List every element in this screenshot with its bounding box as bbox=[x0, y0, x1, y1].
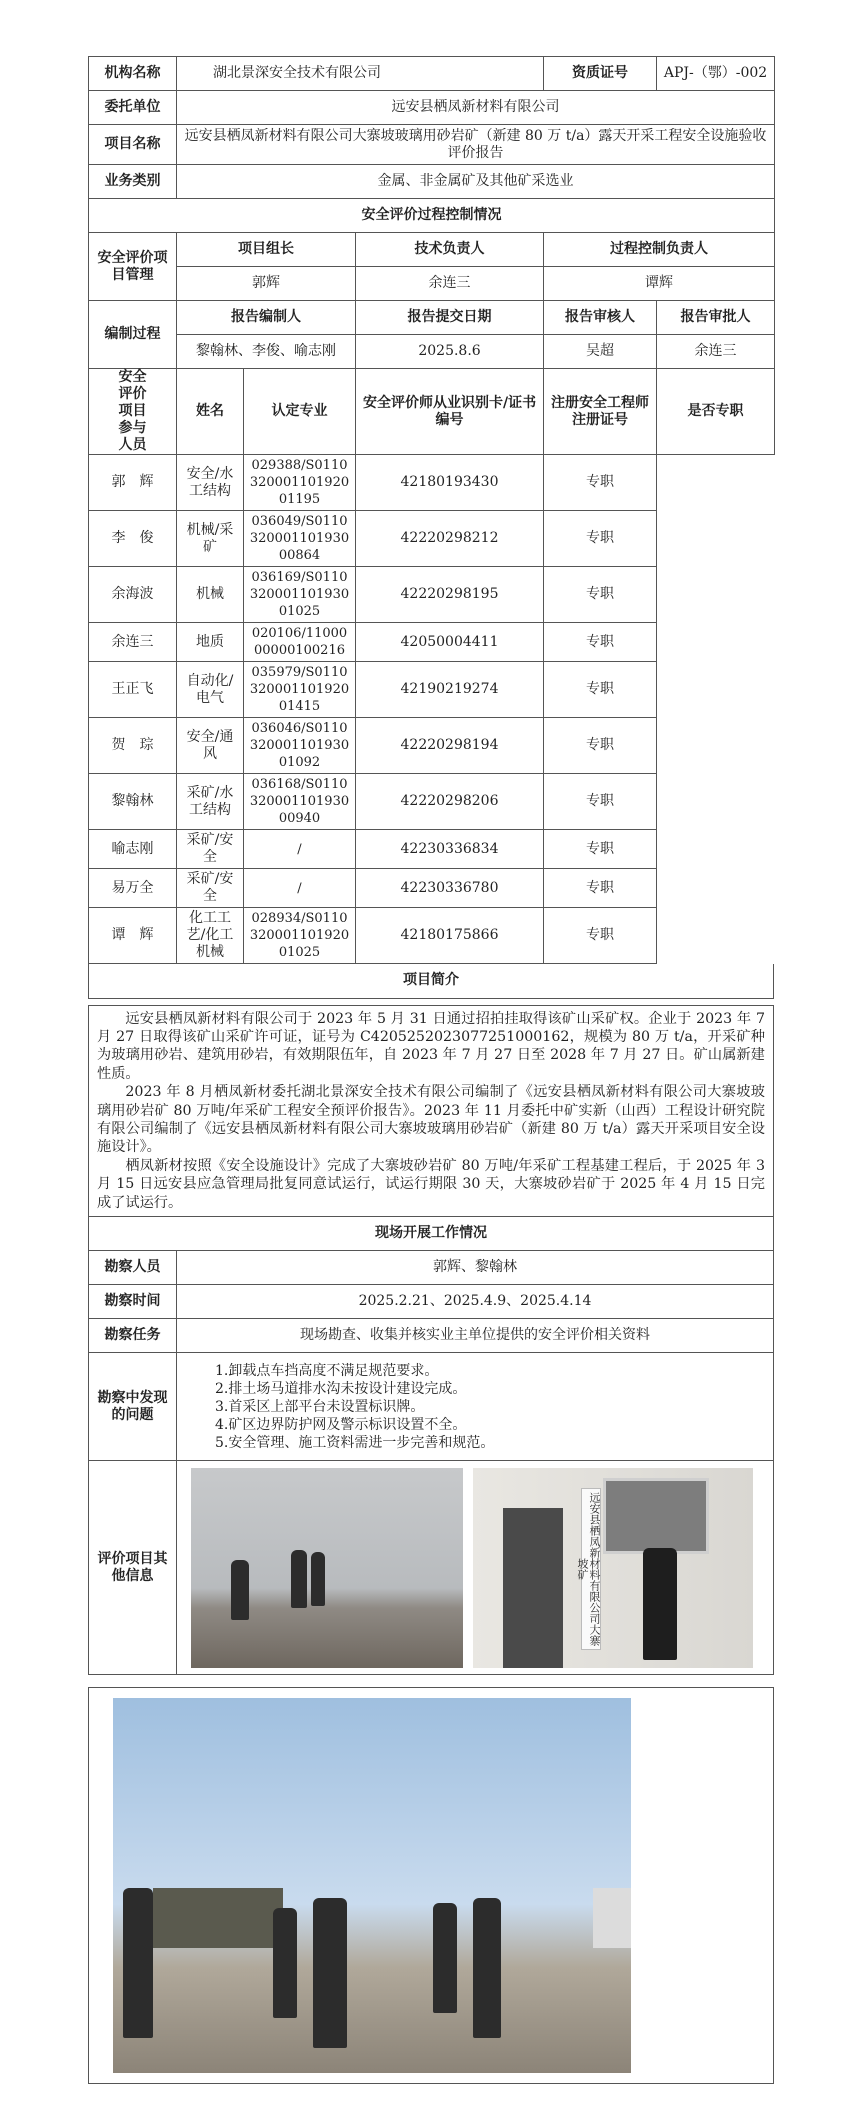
staff-name: 喻志刚 bbox=[89, 830, 177, 869]
staff-name: 王正飞 bbox=[89, 662, 177, 718]
tech-value: 余连三 bbox=[356, 267, 544, 301]
business-value: 金属、非金属矿及其他矿采选业 bbox=[177, 165, 775, 199]
ctrl-header: 过程控制负责人 bbox=[544, 233, 775, 267]
staff-reg: 42190219274 bbox=[356, 662, 544, 718]
staff-row bbox=[89, 774, 775, 830]
staff-row bbox=[89, 511, 775, 567]
staff-major: 机械/采矿 bbox=[177, 511, 244, 567]
staff-name: 贺 琮 bbox=[89, 718, 177, 774]
staff-major: 化工工艺/化工机械 bbox=[177, 908, 244, 964]
company-sign: 远安县栖凤新材料有限公司大寨坡矿 bbox=[581, 1488, 601, 1650]
photo-cell bbox=[177, 1461, 774, 1675]
staff-fulltime: 专职 bbox=[544, 830, 657, 869]
staff-reg: 42230336780 bbox=[356, 869, 544, 908]
evaluation-report-sheet bbox=[88, 56, 774, 2084]
issue-item: 2.排土场马道排水沟未按设计建设完成。 bbox=[215, 1380, 467, 1397]
survey-time-value: 2025.2.21、2025.4.9、2025.4.14 bbox=[177, 1285, 774, 1319]
staff-card: 036049/S011032000110193000864 bbox=[244, 511, 356, 567]
staff-fulltime: 专职 bbox=[544, 718, 657, 774]
org-value: 湖北景深安全技术有限公司 bbox=[177, 57, 544, 91]
process-section-title: 安全评价过程控制情况 bbox=[89, 199, 775, 233]
field-table bbox=[88, 1217, 774, 1676]
staff-major: 采矿/安全 bbox=[177, 869, 244, 908]
compile-label: 编制过程 bbox=[89, 301, 177, 369]
staff-reg: 42050004411 bbox=[356, 623, 544, 662]
staff-reg: 42180193430 bbox=[356, 455, 544, 511]
approve-header: 报告审批人 bbox=[657, 301, 775, 335]
issue-item: 5.安全管理、施工资料需进一步完善和规范。 bbox=[215, 1434, 495, 1451]
staff-label: 安全评价项目参与人员 bbox=[89, 369, 177, 455]
staff-row bbox=[89, 623, 775, 662]
staff-card: 029388/S011032000110192001195 bbox=[244, 455, 356, 511]
intro-text bbox=[88, 1005, 774, 1217]
staff-row bbox=[89, 567, 775, 623]
staff-fulltime: 专职 bbox=[544, 774, 657, 830]
issue-item: 3.首采区上部平台未设置标识牌。 bbox=[215, 1398, 425, 1415]
staff-row bbox=[89, 718, 775, 774]
survey-staff-value: 郭辉、黎翰林 bbox=[177, 1251, 774, 1285]
client-label: 委托单位 bbox=[89, 91, 177, 125]
staff-reg: 42180175866 bbox=[356, 908, 544, 964]
staff-fulltime: 专职 bbox=[544, 623, 657, 662]
staff-card: 028934/S011032000110192001025 bbox=[244, 908, 356, 964]
issues-label: 勘察中发现的问题 bbox=[89, 1353, 177, 1461]
survey-staff-label: 勘察人员 bbox=[89, 1251, 177, 1285]
staff-name: 郭 辉 bbox=[89, 455, 177, 511]
business-label: 业务类别 bbox=[89, 165, 177, 199]
leader-value: 郭辉 bbox=[177, 267, 356, 301]
author-header: 报告编制人 bbox=[177, 301, 356, 335]
staff-row bbox=[89, 662, 775, 718]
review-value: 吴超 bbox=[544, 335, 657, 369]
staff-name: 余连三 bbox=[89, 623, 177, 662]
approve-value: 余连三 bbox=[657, 335, 775, 369]
org-label: 机构名称 bbox=[89, 57, 177, 91]
staff-fulltime: 专职 bbox=[544, 869, 657, 908]
review-header: 报告审核人 bbox=[544, 301, 657, 335]
staff-row bbox=[89, 455, 775, 511]
intro-paragraph-2: 2023 年 8 月栖凤新材委托湖北景深安全技术有限公司编制了《远安县栖凤新材料有限公司大寨坡玻璃用砂岩矿 80 万吨/年采矿工程安全预评价报告》。2023 年 11 月委托中矿实新（山西）工程设计研究院有限公司编制了《远安县栖凤新材料有限公司大寨坡玻璃用砂岩矿（新建 80 万 t/a）露天开采项目安全设施设计》。 bbox=[97, 1084, 765, 1156]
staff-rows bbox=[89, 455, 775, 964]
staff-reg: 42220298212 bbox=[356, 511, 544, 567]
info-table bbox=[88, 56, 775, 964]
office-door-photo bbox=[473, 1468, 753, 1668]
submit-value: 2025.8.6 bbox=[356, 335, 544, 369]
staff-fulltime: 专职 bbox=[544, 455, 657, 511]
staff-card: / bbox=[244, 869, 356, 908]
project-label: 项目名称 bbox=[89, 125, 177, 165]
survey-task-value: 现场勘查、收集并核实业主单位提供的安全评价相关资料 bbox=[177, 1319, 774, 1353]
staff-major: 安全/水工结构 bbox=[177, 455, 244, 511]
submit-header: 报告提交日期 bbox=[356, 301, 544, 335]
ctrl-value: 谭辉 bbox=[544, 267, 775, 301]
issue-item: 4.矿区边界防护网及警示标识设置不全。 bbox=[215, 1416, 467, 1433]
staff-name: 易万全 bbox=[89, 869, 177, 908]
issue-item: 1.卸载点车挡高度不满足规范要求。 bbox=[215, 1362, 439, 1379]
site-inspection-photo bbox=[113, 1698, 631, 2073]
staff-fulltime: 专职 bbox=[544, 908, 657, 964]
staff-fulltime: 专职 bbox=[544, 511, 657, 567]
other-info-label: 评价项目其他信息 bbox=[89, 1461, 177, 1675]
staff-card: 036168/S011032000110193000940 bbox=[244, 774, 356, 830]
issues-list bbox=[177, 1353, 774, 1461]
staff-card: / bbox=[244, 830, 356, 869]
staff-major: 采矿/安全 bbox=[177, 830, 244, 869]
mgmt-label: 安全评价项目管理 bbox=[89, 233, 177, 301]
staff-card: 035979/S011032000110192001415 bbox=[244, 662, 356, 718]
cert-value: APJ-（鄂）-002 bbox=[657, 57, 775, 91]
staff-name: 黎翰林 bbox=[89, 774, 177, 830]
intro-table bbox=[88, 964, 774, 999]
survey-task-label: 勘察任务 bbox=[89, 1319, 177, 1353]
staff-major: 安全/通风 bbox=[177, 718, 244, 774]
staff-header-reg: 注册安全工程师注册证号 bbox=[544, 369, 657, 455]
site-fog-photo bbox=[191, 1468, 463, 1668]
project-value: 远安县栖凤新材料有限公司大寨坡玻璃用砂岩矿（新建 80 万 t/a）露天开采工程安全设施验收评价报告 bbox=[177, 125, 775, 165]
author-value: 黎翰林、李俊、喻志刚 bbox=[177, 335, 356, 369]
survey-time-label: 勘察时间 bbox=[89, 1285, 177, 1319]
staff-name: 李 俊 bbox=[89, 511, 177, 567]
staff-card: 036169/S011032000110193001025 bbox=[244, 567, 356, 623]
staff-major: 自动化/电气 bbox=[177, 662, 244, 718]
staff-major: 采矿/水工结构 bbox=[177, 774, 244, 830]
staff-row bbox=[89, 830, 775, 869]
site-photo-frame bbox=[88, 1687, 774, 2084]
tech-header: 技术负责人 bbox=[356, 233, 544, 267]
staff-name: 谭 辉 bbox=[89, 908, 177, 964]
staff-header-name: 姓名 bbox=[177, 369, 244, 455]
staff-reg: 42220298195 bbox=[356, 567, 544, 623]
staff-row bbox=[89, 869, 775, 908]
staff-fulltime: 专职 bbox=[544, 662, 657, 718]
staff-header-fulltime: 是否专职 bbox=[657, 369, 775, 455]
staff-major: 地质 bbox=[177, 623, 244, 662]
staff-reg: 42220298206 bbox=[356, 774, 544, 830]
leader-header: 项目组长 bbox=[177, 233, 356, 267]
staff-card: 036046/S011032000110193001092 bbox=[244, 718, 356, 774]
intro-paragraph-1: 远安县栖凤新材料有限公司于 2023 年 5 月 31 日通过招拍挂取得该矿山采矿权。企业于 2023 年 7 月 27 日取得该矿山采矿许可证，证号为 C4205252023077251000162，规模为 80 万 t/a，开采矿种为玻璃用砂岩、建筑用砂岩，有效期限伍年，自 2023 年 7 月 27 日至 2028 年 7 月 27 日。矿山属新建性质。 bbox=[97, 1010, 765, 1082]
staff-row bbox=[89, 908, 775, 964]
staff-card: 020106/1100000000100216 bbox=[244, 623, 356, 662]
staff-header-major: 认定专业 bbox=[244, 369, 356, 455]
staff-name: 余海波 bbox=[89, 567, 177, 623]
staff-major: 机械 bbox=[177, 567, 244, 623]
field-title: 现场开展工作情况 bbox=[89, 1217, 774, 1251]
cert-label: 资质证号 bbox=[544, 57, 657, 91]
staff-reg: 42230336834 bbox=[356, 830, 544, 869]
intro-paragraph-3: 栖凤新材按照《安全设施设计》完成了大寨坡砂岩矿 80 万吨/年采矿工程基建工程后，于 2025 年 3 月 15 日远安县应急管理局批复同意试运行，试运行期限 30 天，大寨坡砂岩矿于 2025 年 4 月 15 日完成了试运行。 bbox=[97, 1157, 765, 1211]
intro-title: 项目简介 bbox=[89, 964, 774, 998]
staff-fulltime: 专职 bbox=[544, 567, 657, 623]
staff-header-card: 安全评价师从业识别卡/证书编号 bbox=[356, 369, 544, 455]
staff-reg: 42220298194 bbox=[356, 718, 544, 774]
client-value: 远安县栖凤新材料有限公司 bbox=[177, 91, 775, 125]
